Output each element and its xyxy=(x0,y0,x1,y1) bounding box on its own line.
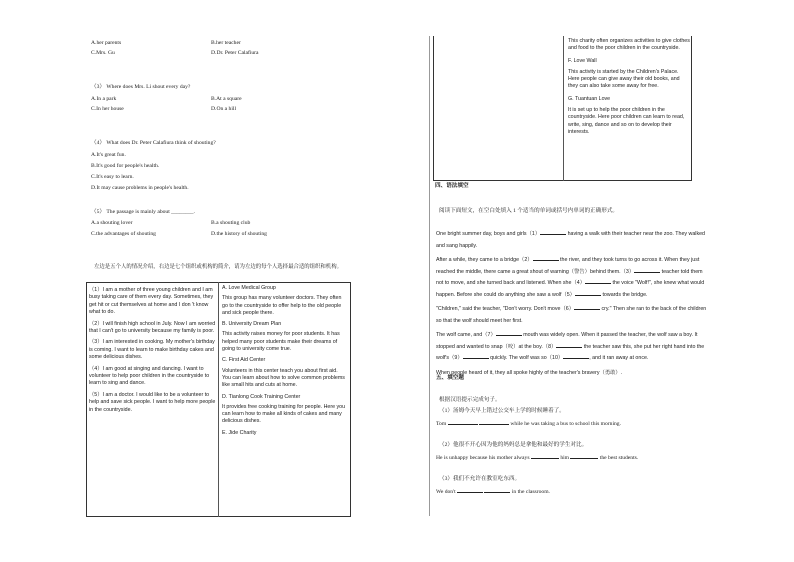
s5-q3-blank-1[interactable] xyxy=(457,492,483,493)
org-b-name: B. University Dream Plan xyxy=(222,321,282,328)
cloze-line-1: One bright summer day, boys and girls（1） having a walk with their teacher near the zoo. They walked xyxy=(436,231,706,237)
person-2: （2）I will finish high school in July. Now I am worried that I can't go to university because my family is poor. xyxy=(89,320,216,335)
q5-option-d: D.the history of shouting xyxy=(211,231,267,237)
table-divider xyxy=(218,282,219,517)
blank-6[interactable] xyxy=(574,309,600,310)
cloze-line-10: stopped and wanted to snap（咬）at the boy.（8） the teacher saw this, she put her right hand into the xyxy=(436,343,705,350)
org-a-desc: This group has many volunteer doctors. They often go to the countryside to offer help to the old people and sick people there. xyxy=(222,295,342,316)
blank-8[interactable] xyxy=(556,347,582,348)
cloze-line-5: not to move, and she turned back and listened. When she（4） the voice "Wolf!", she knew what would xyxy=(436,280,705,286)
s5-q2-blank-1[interactable] xyxy=(531,458,559,459)
cloze-line-7: "Children," said the teacher, "Don't worry. Don't move（6） cry." Then she ran to the back of the children xyxy=(436,306,707,312)
q5-option-a: A.a shouting lover xyxy=(91,220,133,226)
org-g-name: G. Tuantuan Love xyxy=(568,95,611,102)
s5-q2-english: He is unhappy because his mother always him the best students. xyxy=(436,455,639,461)
q4-question: （4） What does Dr. Peter Calafiura think of shouting? xyxy=(91,140,216,146)
org-d-desc: It provides free cooking training for people. Here you can learn how to make all kinds of cakes and many delicious dishes. xyxy=(222,403,346,425)
s5-q1-blank-1[interactable] xyxy=(448,424,478,425)
q2-option-c: C.Mrs. Gu xyxy=(91,50,115,56)
q3-option-c: C.In her house xyxy=(91,106,124,112)
section4-title: 四、语法填空 xyxy=(435,183,469,189)
org-f-desc: This activity is started by the Children's Palace. Here people can give away their old books, and they can also take some away for free. xyxy=(568,68,680,90)
org-e-name: E. Jide Charity xyxy=(222,429,257,436)
cloze-line-4: reached the middle, there came a great shout of warning（警告）behind them.（3） teacher told them xyxy=(436,268,703,275)
person-4: （4）I am good at singing and dancing. I want to volunteer to help poor children in the countryside to learn to sing and dance. xyxy=(89,365,210,387)
cloze-line-12: When people heard of it, they all spoke highly of the teacher's bravery（勇敢）. xyxy=(436,369,623,376)
section5-title: 五、填空题 xyxy=(436,375,464,381)
s5-q1-chinese: （1）汤姆今天早上错过公交车上学的时候睡着了。 xyxy=(439,408,565,414)
cloze-line-2: and sang happily. xyxy=(436,242,478,249)
s5-q1-english: Tom while he was taking a bus to school this morning. xyxy=(436,421,622,427)
orgs-column xyxy=(222,285,348,437)
blank-7[interactable] xyxy=(496,335,522,336)
q4-option-b: B.It's good for people's health. xyxy=(91,163,160,169)
q3-option-b: B.At a square xyxy=(211,96,242,102)
q3-option-a: A.In a park xyxy=(91,96,117,102)
blank-4[interactable] xyxy=(585,283,611,284)
org-b-desc: This activity raises money for poor students. It has helped many poor students make their dreams of going to university come true. xyxy=(222,331,340,353)
q5-question: （5） The passage is mainly about ________. xyxy=(91,209,195,215)
orgs-cont-column xyxy=(568,38,690,136)
s5-q3-chinese: （3）我们不允许在教室吃东西。 xyxy=(439,476,521,482)
q3-option-d: D.On a hill xyxy=(211,106,237,112)
blank-1[interactable] xyxy=(540,234,566,235)
q5-option-c: C.the advantages of shouting xyxy=(91,231,156,237)
q4-option-a: A.It's great fun. xyxy=(91,152,126,158)
s5-q1-blank-2[interactable] xyxy=(479,424,509,425)
blank-5[interactable] xyxy=(575,295,601,296)
q4-option-c: C.It's easy to learn. xyxy=(91,174,134,180)
org-c-name: C. First Aid Center xyxy=(222,357,266,364)
matching-instruction: 左边是五个人的情况介绍，右边是七个组织或机构的简介，请为左边的每个人选择最合适的组织和机构。 xyxy=(94,264,342,270)
section4-instruction: 阅读下面短文，在空白处填入 1 个适当的单词或括号内单词的正确形式。 xyxy=(439,208,619,214)
s5-q3-english: We don't in the classroom. xyxy=(436,489,550,495)
q3-question: （3） Where does Mrs. Li shout every day? xyxy=(91,84,191,90)
q2-option-a: A.her parents xyxy=(91,40,122,46)
org-e-desc: This charity often organizes activities to give clothes and food to the poor children in the countryside. xyxy=(568,38,690,52)
q5-option-b: B.a shouting club xyxy=(211,220,251,226)
q2-option-b: B.her teacher xyxy=(211,40,241,46)
cloze-line-3: After a while, they came to a bridge（2） the river, and they took turns to go across it. When they just xyxy=(436,257,700,263)
section5-instruction: 根据汉语提示完成句子。 xyxy=(439,397,501,403)
people-column xyxy=(89,287,216,414)
org-a-name: A. Love Medical Group xyxy=(222,285,276,291)
s5-q2-blank-2[interactable] xyxy=(570,458,598,459)
cloze-passage xyxy=(436,229,772,379)
q4-option-d: D.It may cause problems in people's health. xyxy=(91,185,189,191)
org-f-name: F. Love Wall xyxy=(568,57,597,64)
person-1: （1）I am a mother of three young children and I am busy taking care of them every day. Sometimes, they get hit or cut themselves at home and I don 't know what to do. xyxy=(89,287,214,316)
person-3: （3）I am interested in cooking. My mother's birthday is coming. I want to learn to make birthday cakes and some delicious dishes. xyxy=(89,339,215,361)
cloze-line-8: so that the wolf should meet her first. xyxy=(436,317,523,324)
person-5: （5）I am a doctor. I would like to be a volunteer to help and save sick people. I want to help more people in the countryside. xyxy=(89,391,216,413)
cloze-line-11: wolf's（9） quickly. The wolf was so（10） , and it ran away at once. xyxy=(436,355,649,361)
s5-q3-blank-2[interactable] xyxy=(484,492,510,493)
q2-option-d: D.Dr. Peter Calafiura xyxy=(211,50,259,56)
cloze-line-6: happen. Before she could do anything she saw a wolf（5） towards the bridge. xyxy=(436,291,648,298)
blank-10[interactable] xyxy=(563,358,589,359)
org-d-name: D. Tianlong Cook Training Center xyxy=(222,393,301,400)
s5-q2-chinese: （2）他很不开心因为他的妈妈总是拿他和最好的学生对比。 xyxy=(439,442,588,448)
table-cont-divider xyxy=(563,36,564,181)
blank-3[interactable] xyxy=(634,272,660,273)
page-divider xyxy=(429,36,430,516)
org-c-desc: Volunteers in this center teach you about first aid. You can learn about how to solve common problems like small hits and cuts at home. xyxy=(222,367,345,389)
blank-2[interactable] xyxy=(533,260,559,261)
cloze-line-9: The wolf came, and（7） mouth was widely open. When it passed the teacher, the wolf saw a boy. It xyxy=(436,332,698,338)
org-g-desc: It is set up to help the poor children in the countryside. Here poor children can learn to read, write, sing, dance and so on to develop their interests. xyxy=(568,107,685,135)
blank-9[interactable] xyxy=(463,358,489,359)
